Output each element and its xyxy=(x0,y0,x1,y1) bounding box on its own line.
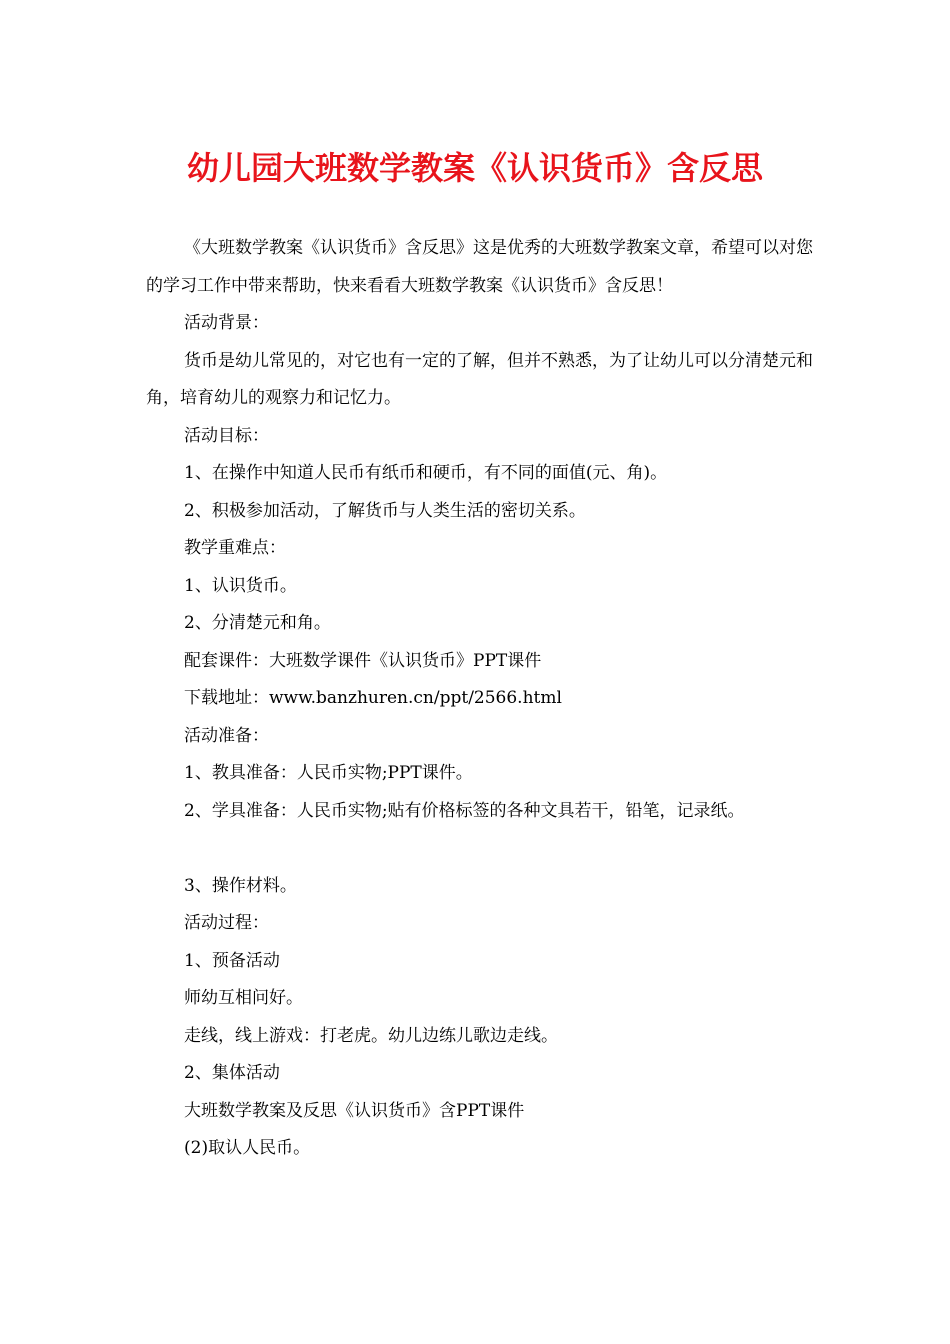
section-heading-preparation: 活动准备： xyxy=(184,725,269,746)
goal-item-1: 1、在操作中知道人民币有纸币和硬币，有不同的面值(元、角)。 xyxy=(184,463,668,483)
blank-line xyxy=(146,830,816,868)
section-heading-key-points: 教学重难点： xyxy=(184,538,286,558)
process-step-2-detail-a: 大班数学教案及反思《认识货币》含PPT课件 xyxy=(184,1100,525,1121)
section-heading-goals: 活动目标： xyxy=(184,425,269,446)
preparation-item-2: 2、学具准备：人民币实物;贴有价格标签的各种文具若干，铅笔，记录纸。 xyxy=(184,800,745,821)
courseware-line: 配套课件：大班数学课件《认识货币》PPT课件 xyxy=(184,650,542,671)
process-step-2: 2、集体活动 xyxy=(184,1063,280,1083)
key-point-1: 1、认识货币。 xyxy=(184,575,297,596)
preparation-item-1: 1、教具准备：人民币实物;PPT课件。 xyxy=(184,763,473,783)
document-body xyxy=(146,230,816,1168)
intro-paragraph: 《大班数学教案《认识货币》含反思》这是优秀的大班数学教案文章，希望可以对您的学习工作中带来帮助，快来看看大班数学教案《认识货币》含反思！ xyxy=(146,238,813,296)
section-heading-process: 活动过程： xyxy=(184,913,269,933)
process-step-1: 1、预备活动 xyxy=(184,950,280,971)
process-step-1-detail-a: 师幼互相问好。 xyxy=(184,988,303,1008)
download-address-line: 下载地址：www.banzhuren.cn/ppt/2566.html xyxy=(184,688,562,708)
process-step-1-detail-b: 走线，线上游戏：打老虎。幼儿边练儿歌边走线。 xyxy=(184,1025,558,1046)
document-title: 幼儿园大班数学教案《认识货币》含反思 xyxy=(186,149,763,187)
preparation-item-3: 3、操作材料。 xyxy=(184,875,297,896)
goal-item-2: 2、积极参加活动，了解货币与人类生活的密切关系。 xyxy=(184,500,586,521)
background-paragraph: 货币是幼儿常见的，对它也有一定的了解，但并不熟悉，为了让幼儿可以分清楚元和角，培育幼儿的观察力和记忆力。 xyxy=(146,350,813,408)
section-heading-background: 活动背景： xyxy=(184,313,269,333)
key-point-2: 2、分清楚元和角。 xyxy=(184,613,331,633)
process-step-2-detail-b: (2)取认人民币。 xyxy=(184,1138,311,1158)
